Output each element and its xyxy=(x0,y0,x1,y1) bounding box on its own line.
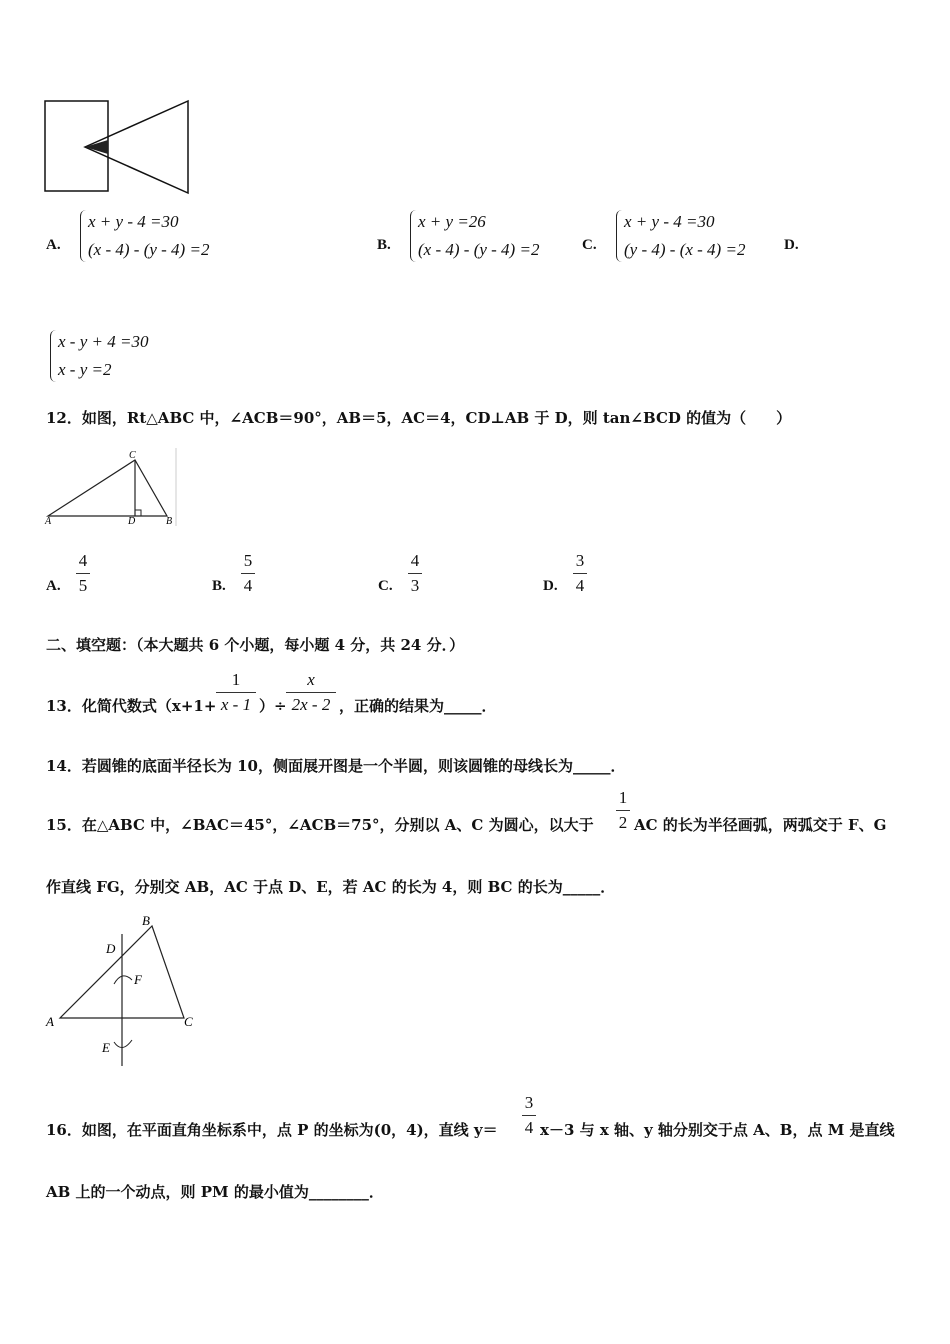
q11-option-b-eq2: (x - 4) - (y - 4) =2 xyxy=(418,240,540,259)
q12-option-d-num: 3 xyxy=(575,551,585,570)
q15-label-e: E xyxy=(102,1040,110,1055)
q15-line-2: 作直线 FG，分别交 AB，AC 于点 D、E，若 AC 的长为 4，则 BC 的长为_____． xyxy=(46,878,616,896)
q13-fraction-2-num: x xyxy=(307,670,315,689)
q12-option-a-den: 5 xyxy=(78,576,88,595)
q15-label-c: C xyxy=(184,1014,193,1029)
q15-fraction-num: 1 xyxy=(618,788,628,807)
q11-option-a-system xyxy=(80,208,280,266)
q15-label-a: A xyxy=(46,1014,54,1029)
q11-option-d-label: D. xyxy=(784,237,799,253)
q11-option-c-eq2: (y - 4) - (x - 4) =2 xyxy=(624,240,746,259)
q15-prefix: 15．在△ABC 中，∠BAC＝45°，∠ACB＝75°，分别以 A、C 为圆心，以大于 xyxy=(46,816,594,834)
q15-label-b: B xyxy=(142,913,150,928)
q11-option-d-eq1: x - y + 4 =30 xyxy=(58,332,149,351)
q13-prefix: 13．化简代数式（x+1+ xyxy=(46,697,217,715)
q13-fraction-1-num: 1 xyxy=(231,670,241,689)
q12-option-b-fraction xyxy=(241,551,255,596)
q13-fraction-1 xyxy=(216,670,256,715)
q12-option-a-label: A. xyxy=(46,578,61,594)
q12-label-c: C xyxy=(129,450,136,461)
q12-option-a-num: 4 xyxy=(78,551,88,570)
q12-right-angle-mark xyxy=(135,510,141,516)
q12-option-d-label: D. xyxy=(543,578,558,594)
q11-option-d-system xyxy=(50,328,220,386)
q11-option-a-eq1: x + y - 4 =30 xyxy=(88,212,179,231)
q12-label-a: A xyxy=(45,516,52,527)
q13-mid: ）÷ xyxy=(259,697,287,715)
q11-option-c-eq1: x + y - 4 =30 xyxy=(624,212,715,231)
q12-option-b-den: 4 xyxy=(243,576,253,595)
q16-fraction-num: 3 xyxy=(524,1093,534,1112)
q15-fraction-den: 2 xyxy=(618,813,628,832)
q11-option-b-eq1: x + y =26 xyxy=(418,212,486,231)
q12-option-c-num: 4 xyxy=(410,551,420,570)
q15-figure xyxy=(44,912,204,1072)
q16-fraction-den: 4 xyxy=(524,1118,534,1137)
q16-line-2: AB 上的一个动点，则 PM 的最小值为________． xyxy=(46,1183,384,1201)
q12-option-b-num: 5 xyxy=(243,551,253,570)
q16-suffix: x－3 与 x 轴、y 轴分别交于点 A、B，点 M 是直线 xyxy=(540,1121,895,1139)
q15-fraction xyxy=(616,788,630,833)
q13-fraction-1-den: x - 1 xyxy=(220,695,252,714)
q11-option-c-label: C. xyxy=(582,237,597,253)
q12-option-c-fraction xyxy=(408,551,422,596)
q12-option-d-fraction xyxy=(573,551,587,596)
q16-prefix: 16．如图，在平面直角坐标系中，点 P 的坐标为(0，4)，直线 y＝ xyxy=(46,1121,498,1139)
q13-fraction-2-den: 2x - 2 xyxy=(291,695,331,714)
q15-label-d: D xyxy=(106,941,116,956)
q12-label-d: D xyxy=(128,516,136,527)
q12-option-b-label: B. xyxy=(212,578,226,594)
section-2-heading: 二、填空题：（本大题共 6 个小题，每小题 4 分，共 24 分．） xyxy=(46,636,465,654)
q15-arc-g xyxy=(114,1040,132,1048)
q12-option-c-label: C. xyxy=(378,578,393,594)
q13-suffix: ，正确的结果为_____． xyxy=(339,697,497,715)
q13-fraction-2 xyxy=(286,670,336,715)
q11-option-d-eq2: x - y =2 xyxy=(58,360,112,379)
q11-option-b-system xyxy=(410,208,580,266)
q15-arc-f xyxy=(114,976,132,984)
q12-option-d-den: 4 xyxy=(575,576,585,595)
q12-label-b: B xyxy=(166,516,173,527)
q14-question-text: 14．若圆锥的底面半径长为 10，侧面展开图是一个半圆，则该圆锥的母线长为_____． xyxy=(46,757,626,775)
q12-triangle xyxy=(48,460,167,516)
q12-option-a-fraction xyxy=(76,551,90,596)
q11-option-b-label: B. xyxy=(377,237,391,253)
q12-figure xyxy=(44,448,178,528)
q11-option-a-label: A. xyxy=(46,237,61,253)
q12-question-text: 12．如图，Rt△ABC 中，∠ACB＝90°，AB＝5，AC＝4，CD⊥AB 于 D，则 tan∠BCD 的值为（ ） xyxy=(46,409,792,427)
q11-option-a-eq2: (x - 4) - (y - 4) =2 xyxy=(88,240,210,259)
q15-label-f: F xyxy=(134,972,142,987)
q16-fraction xyxy=(522,1093,536,1138)
q11-figure xyxy=(44,98,194,196)
q12-option-c-den: 3 xyxy=(410,576,420,595)
q15-suffix: AC 的长为半径画弧，两弧交于 F、G xyxy=(634,816,887,834)
q11-option-c-system xyxy=(616,208,786,266)
